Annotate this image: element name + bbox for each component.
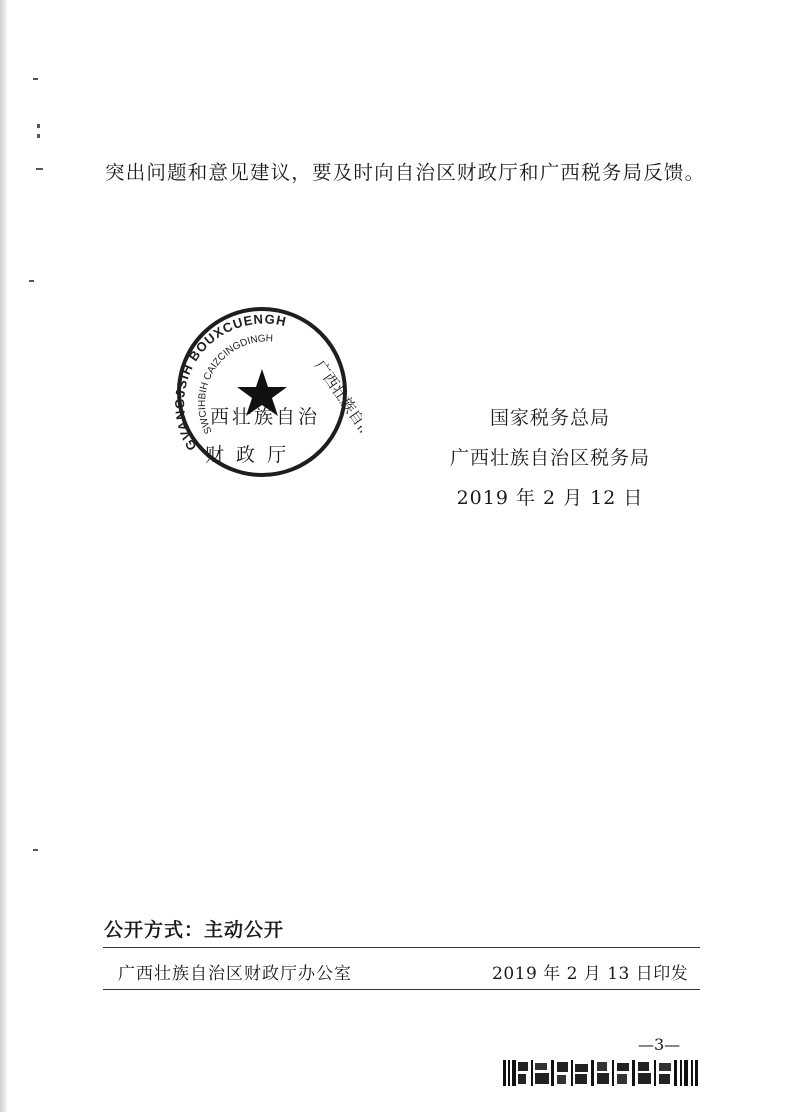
document-barcode bbox=[503, 1060, 698, 1086]
body-paragraph: 突出问题和意见建议，要及时向自治区财政厅和广西税务局反馈。 bbox=[105, 161, 706, 184]
issuer-line-2: 广西壮族自治区税务局 bbox=[449, 447, 650, 469]
seal-inner-text: SWCIHBIH CAIZCINGDINGH bbox=[196, 333, 274, 436]
footer-print-date: 2019 年 2 月 13 日印发 bbox=[492, 964, 689, 984]
scan-speck bbox=[29, 280, 34, 282]
disclosure-line bbox=[104, 915, 284, 942]
footer-bottom-rule bbox=[103, 989, 700, 990]
seal-chinese-text: 广西壮族自治区财政厅 bbox=[310, 356, 362, 477]
seal-ring-text: GVANGJSIH BOUXCUENGH bbox=[172, 311, 289, 454]
scan-speck bbox=[37, 134, 40, 138]
seal-overlap-text-line2: 财 政 厅 bbox=[205, 444, 290, 466]
page-number: —3— bbox=[638, 1035, 681, 1054]
scan-page-edge bbox=[0, 0, 7, 1112]
scan-speck bbox=[37, 124, 40, 128]
footer-top-rule bbox=[103, 947, 700, 948]
scan-speck bbox=[33, 78, 38, 80]
disclosure-label: 公开方式： bbox=[104, 919, 205, 941]
seal-overlap-text-line1: 西壮族自治 bbox=[210, 406, 321, 428]
issuer-block bbox=[430, 398, 670, 518]
scan-speck bbox=[33, 849, 38, 851]
disclosure-value: 主动公开 bbox=[204, 919, 285, 941]
footer-office: 广西壮族自治区财政厅办公室 bbox=[118, 964, 352, 984]
issuer-line-1: 国家税务总局 bbox=[489, 407, 610, 429]
scan-speck bbox=[36, 168, 43, 170]
official-seal bbox=[162, 307, 362, 477]
issue-date: 2019 年 2 月 12 日 bbox=[456, 487, 644, 509]
